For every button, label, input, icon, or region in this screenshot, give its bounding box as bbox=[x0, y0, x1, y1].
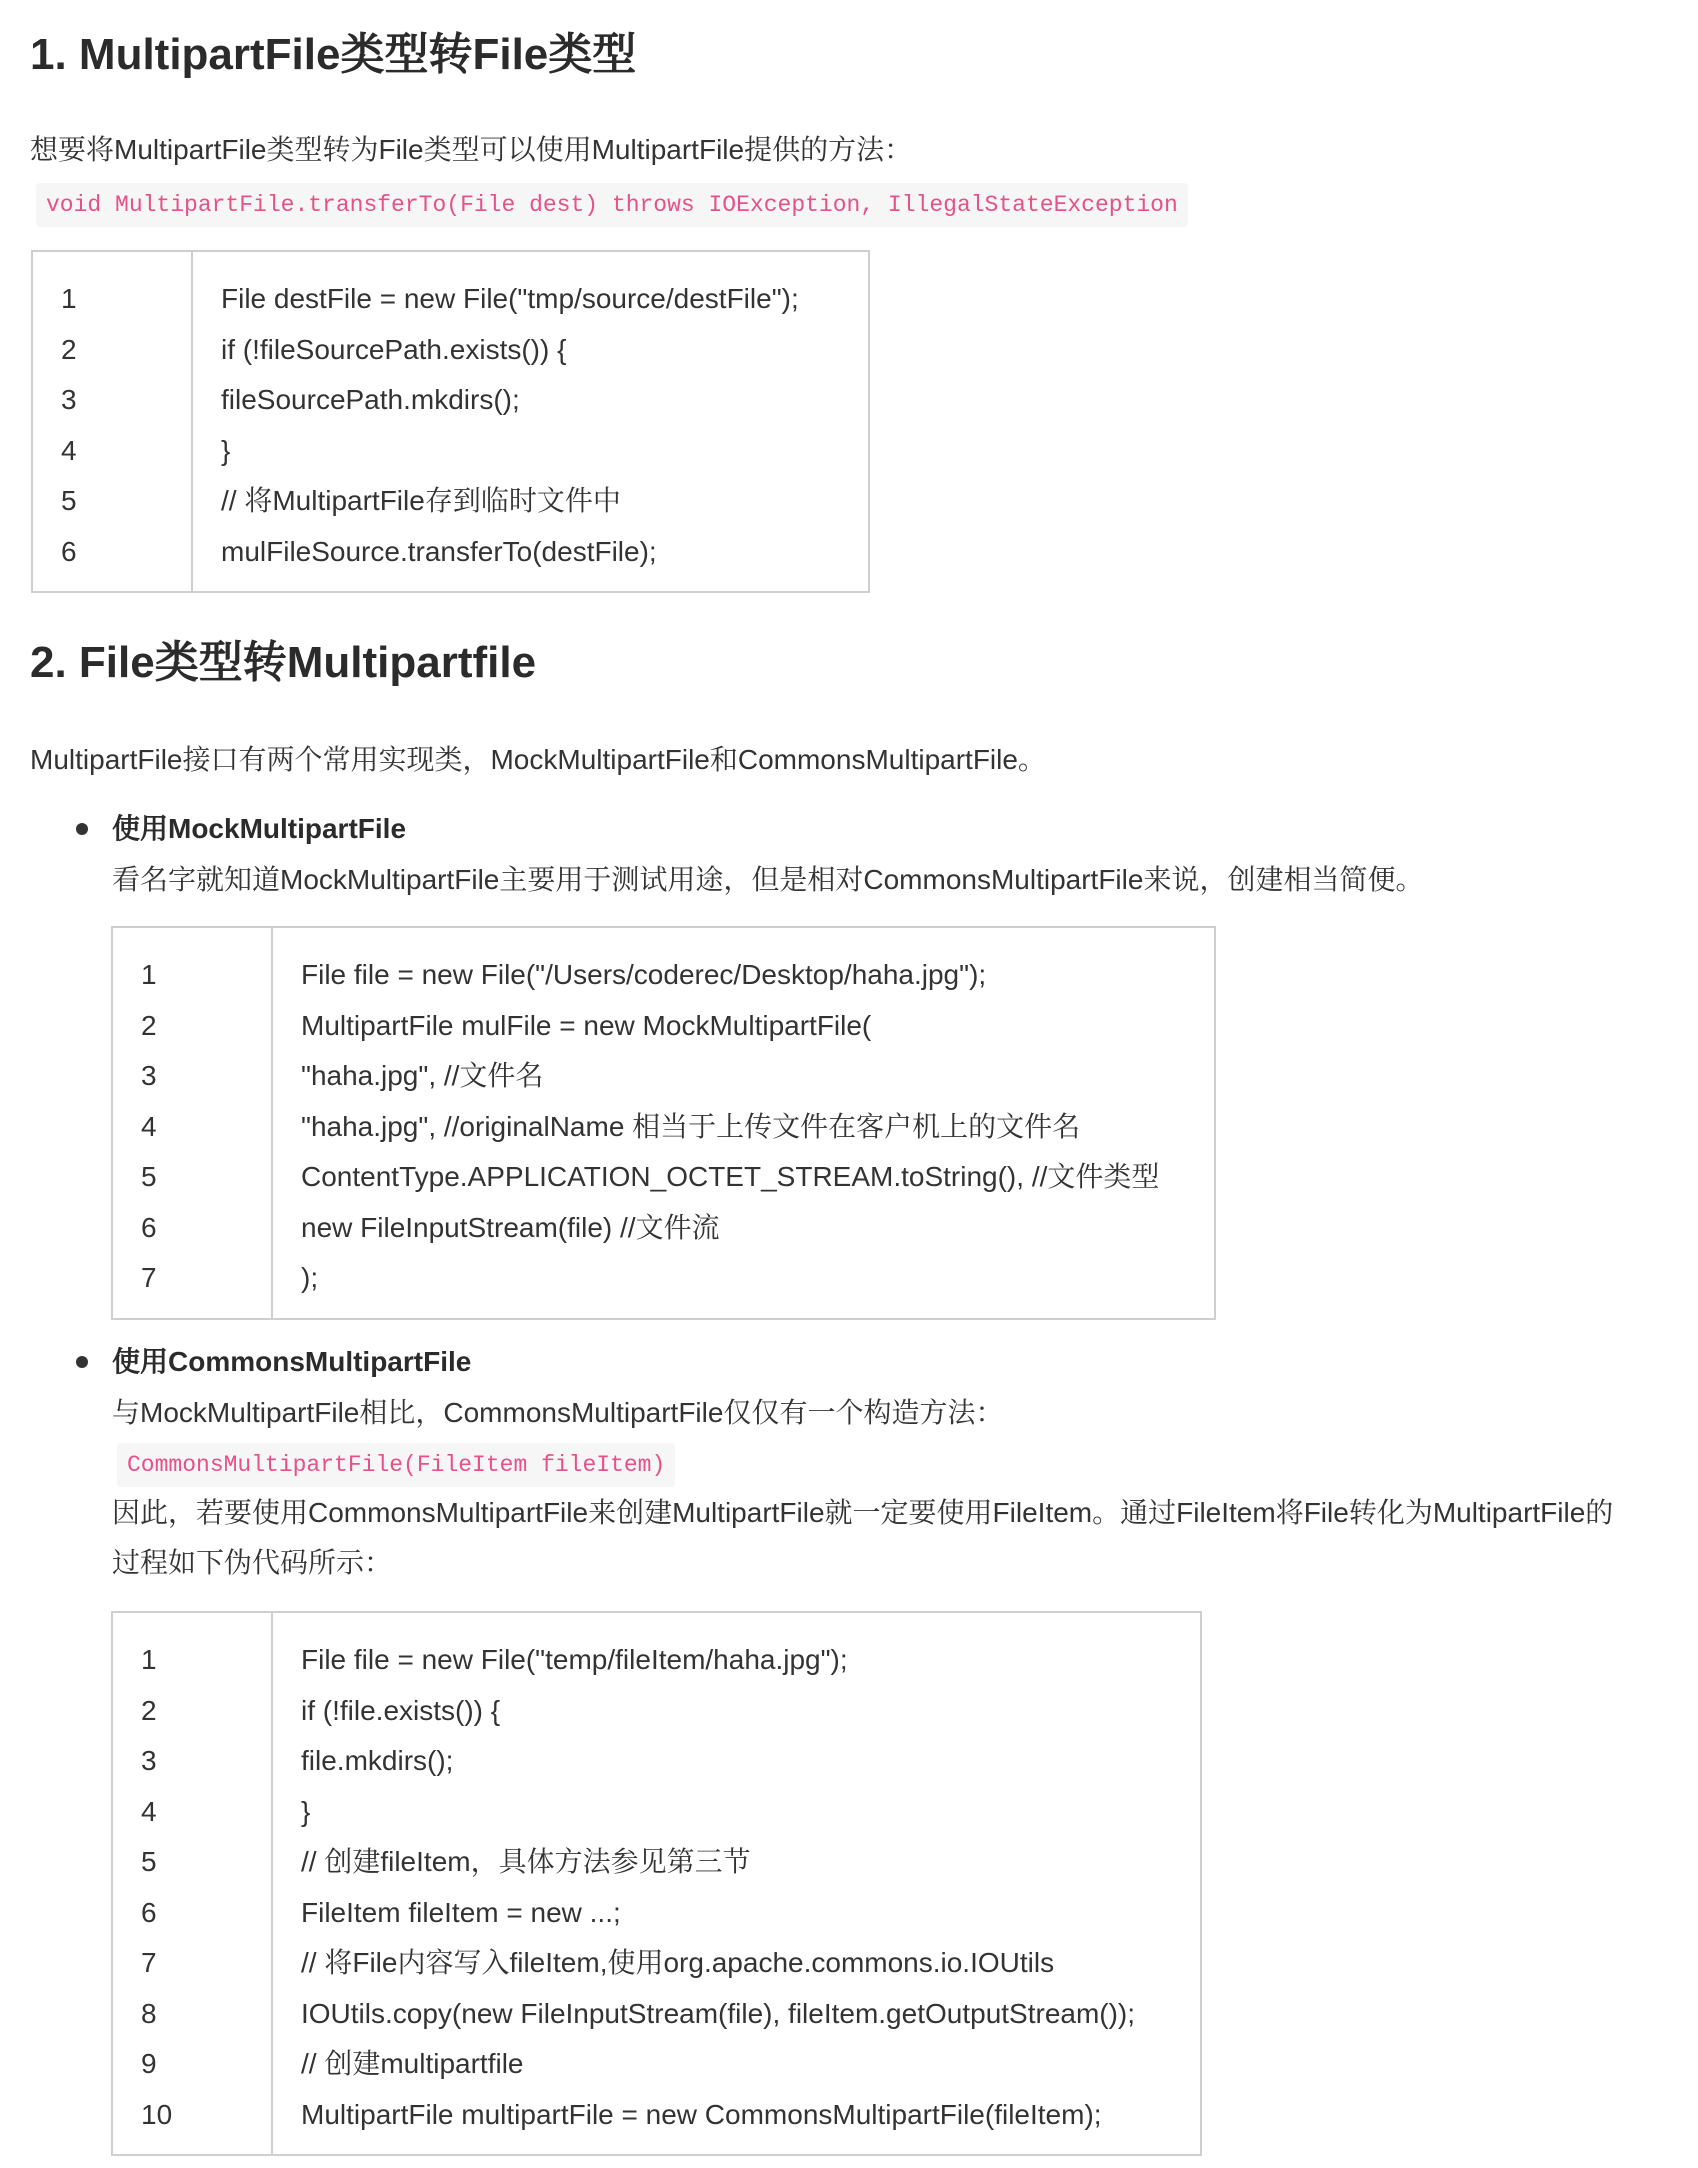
code-lines bbox=[272, 1612, 1201, 2155]
line-number: 4 bbox=[141, 1795, 157, 1827]
line-number: 7 bbox=[141, 1947, 157, 1978]
mock-description: 看名字就知道MockMultipartFile主要用于测试用途，但是相对CommonsMultipartFile来说，创建相当简便。 bbox=[112, 864, 1424, 895]
code-line-list bbox=[301, 1635, 1174, 2140]
line-number: 5 bbox=[141, 1161, 157, 1192]
line-number: 5 bbox=[61, 485, 77, 516]
mock-title: 使用MockMultipartFile bbox=[112, 813, 407, 844]
code-line: IOUtils.copy(new FileInputStream(file), fileItem.getOutputStream()); bbox=[301, 1997, 1136, 2029]
section2-intro: MultipartFile接口有两个常用实现类，MockMultipartFile和CommonsMultipartFile。 bbox=[30, 744, 1046, 775]
code-line: MultipartFile mulFile = new MockMultipartFile( bbox=[301, 1009, 872, 1041]
line-number: 9 bbox=[141, 2048, 157, 2079]
line-number: 6 bbox=[141, 1211, 157, 1243]
code-line-list bbox=[301, 950, 1188, 1304]
code-line: mulFileSource.transferTo(destFile); bbox=[221, 535, 657, 567]
code-lines bbox=[272, 927, 1215, 1319]
line-number: 5 bbox=[141, 1846, 157, 1877]
commons-explain-line2: 过程如下伪代码所示： bbox=[112, 1547, 393, 1578]
section1-inline-code: void MultipartFile.transferTo(File dest) throws IOException, IllegalStateException bbox=[36, 183, 1188, 227]
code-line: if (!fileSourcePath.exists()) { bbox=[221, 333, 567, 365]
section1-heading: 1. MultipartFile类型转File类型 bbox=[30, 30, 637, 79]
bullet-dot bbox=[76, 823, 88, 835]
line-number-list bbox=[141, 950, 271, 1304]
bullet-dot bbox=[76, 1356, 88, 1368]
commons-explain-line1: 因此，若要使用CommonsMultipartFile来创建MultipartFile就一定要使用FileItem。通过FileItem将File转化为MultipartFile的 bbox=[112, 1497, 1614, 1528]
line-number: 2 bbox=[141, 1694, 157, 1726]
line-number: 4 bbox=[61, 434, 77, 466]
line-number: 6 bbox=[61, 535, 77, 567]
code-line: // 创建fileItem，具体方法参见第三节 bbox=[301, 1846, 751, 1877]
line-number: 3 bbox=[141, 1745, 157, 1776]
line-number-gutter bbox=[112, 1612, 272, 2155]
line-number-gutter bbox=[32, 251, 192, 592]
line-number: 1 bbox=[141, 959, 157, 990]
line-number: 6 bbox=[141, 1896, 157, 1928]
code-line: file.mkdirs(); bbox=[301, 1745, 454, 1776]
commons-title: 使用CommonsMultipartFile bbox=[112, 1346, 472, 1377]
code-line: } bbox=[301, 1795, 311, 1827]
code-line: ); bbox=[301, 1262, 319, 1293]
code-line: // 将File内容写入fileItem,使用org.apache.commons.io.IOUtils bbox=[301, 1947, 1055, 1978]
code-lines bbox=[192, 251, 869, 592]
mock-code-block bbox=[111, 926, 1216, 1320]
code-line: "haha.jpg", //originalName 相当于上传文件在客户机上的文件名 bbox=[301, 1110, 1081, 1142]
line-number: 1 bbox=[61, 283, 77, 314]
code-line: File file = new File("temp/fileItem/haha.jpg"); bbox=[301, 1644, 848, 1675]
line-number-gutter bbox=[112, 927, 272, 1319]
line-number: 10 bbox=[141, 2098, 173, 2130]
section1-code-block bbox=[31, 250, 870, 593]
line-number: 4 bbox=[141, 1110, 157, 1142]
commons-inline-code: CommonsMultipartFile(FileItem fileItem) bbox=[117, 1443, 675, 1487]
code-line: new FileInputStream(file) //文件流 bbox=[301, 1211, 720, 1243]
line-number: 2 bbox=[141, 1009, 157, 1041]
line-number: 1 bbox=[141, 1644, 157, 1675]
code-line-list bbox=[221, 274, 842, 577]
section1-intro: 想要将MultipartFile类型转为File类型可以使用MultipartFile提供的方法： bbox=[30, 134, 913, 165]
code-line: File file = new File("/Users/coderec/Desktop/haha.jpg"); bbox=[301, 959, 987, 990]
line-number-list bbox=[141, 1635, 271, 2140]
code-line: MultipartFile multipartFile = new CommonsMultipartFile(fileItem); bbox=[301, 2098, 1102, 2130]
line-number: 3 bbox=[141, 1060, 157, 1091]
line-number-list bbox=[61, 274, 191, 577]
code-line: fileSourcePath.mkdirs(); bbox=[221, 384, 520, 415]
section2-heading: 2. File类型转Multipartfile bbox=[30, 638, 537, 687]
commons-code-block bbox=[111, 1611, 1202, 2156]
code-line: ContentType.APPLICATION_OCTET_STREAM.toString(), //文件类型 bbox=[301, 1161, 1160, 1192]
line-number: 7 bbox=[141, 1262, 157, 1293]
line-number: 2 bbox=[61, 333, 77, 365]
code-line: FileItem fileItem = new ...; bbox=[301, 1896, 621, 1928]
code-line: File destFile = new File("tmp/source/destFile"); bbox=[221, 283, 799, 314]
line-number: 3 bbox=[61, 384, 77, 415]
code-line: // 将MultipartFile存到临时文件中 bbox=[221, 485, 621, 516]
code-line: "haha.jpg", //文件名 bbox=[301, 1060, 544, 1091]
code-line: // 创建multipartfile bbox=[301, 2048, 524, 2079]
commons-description: 与MockMultipartFile相比，CommonsMultipartFile仅仅有一个构造方法： bbox=[112, 1397, 1004, 1428]
code-line: } bbox=[221, 434, 231, 466]
code-line: if (!file.exists()) { bbox=[301, 1694, 501, 1726]
line-number: 8 bbox=[141, 1997, 157, 2029]
